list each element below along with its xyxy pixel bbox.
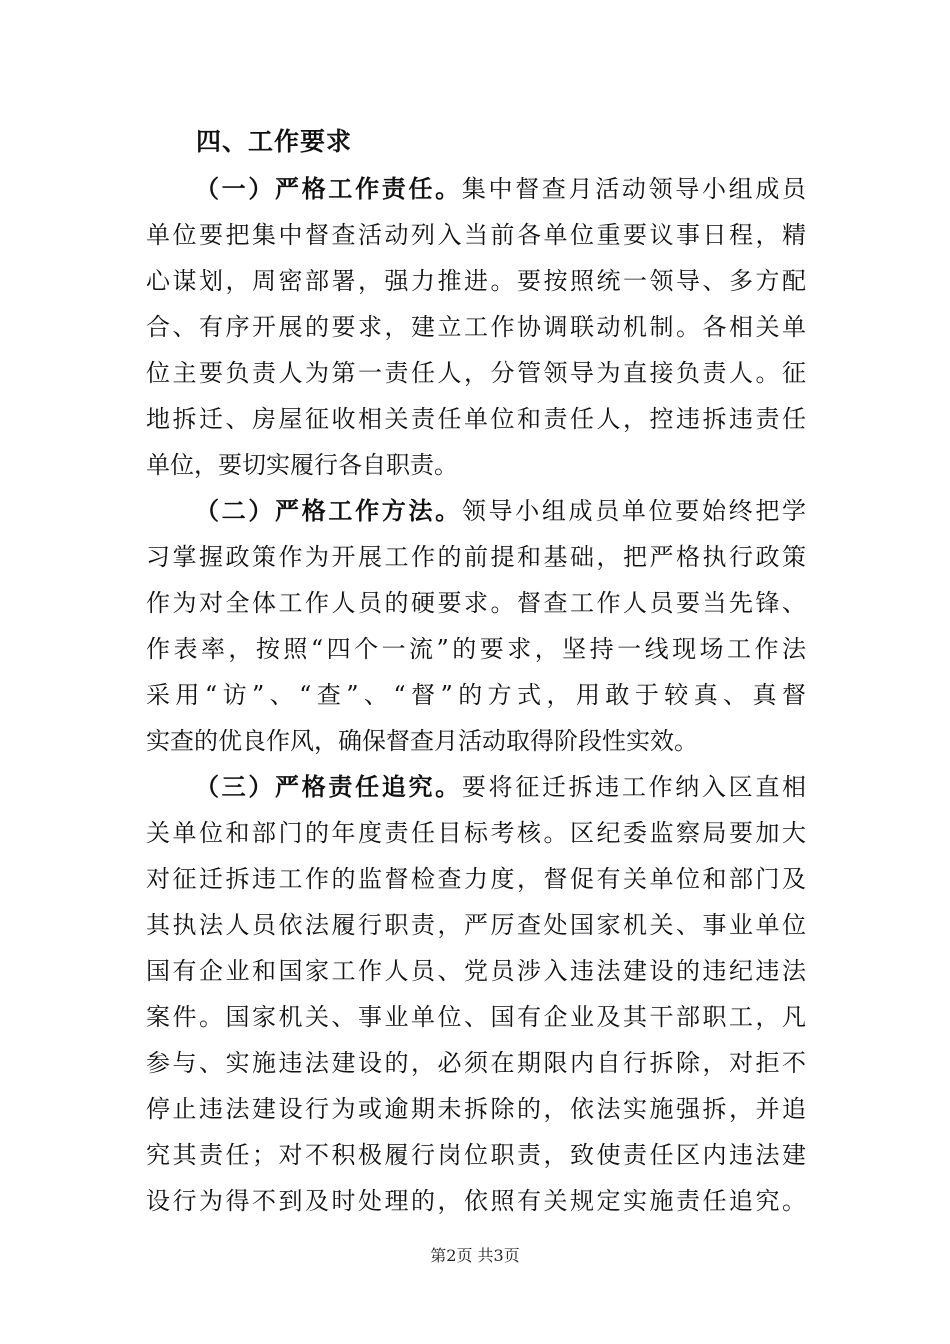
paragraph-3-line-4: 其执法人员依法履行职责，严厉查处国家机关、事业单位 — [146, 911, 806, 939]
paragraph-1-line-5: 位主要负责人为第一责任人，分管领导为直接负责人。征 — [146, 359, 806, 387]
paragraph-3-line-10: 设行为得不到及时处理的，依照有关规定实施责任追究。 — [146, 1187, 806, 1215]
paragraph-3-text: 要将征迁拆违工作纳入区直相 — [461, 773, 807, 801]
paragraph-1-lead: （一）严格工作责任。 — [195, 175, 462, 203]
paragraph-1-line-3: 心谋划，周密部署，强力推进。要按照统一领导、多方配 — [146, 267, 806, 295]
paragraph-3-line-8: 停止违法建设行为或逾期未拆除的，依法实施强拆，并追 — [146, 1095, 806, 1123]
paragraph-3-lead: （三）严格责任追究。 — [195, 773, 462, 801]
paragraph-3-line-9: 究其责任；对不积极履行岗位职责，致使责任区内违法建 — [146, 1141, 806, 1169]
paragraph-3-line-3: 对征迁拆违工作的监督检查力度，督促有关单位和部门及 — [146, 865, 806, 893]
paragraph-1-line-2: 单位要把集中督查活动列入当前各单位重要议事日程，精 — [146, 221, 806, 249]
paragraph-2-line-2: 习掌握政策作为开展工作的前提和基础，把严格执行政策 — [146, 543, 806, 571]
paragraph-3-line-7: 参与、实施违法建设的，必须在期限内自行拆除，对拒不 — [146, 1049, 806, 1077]
paragraph-3-line-1 — [195, 764, 806, 810]
paragraph-2-lead: （二）严格工作方法。 — [195, 497, 462, 525]
paragraph-2-line-4: 作表率，按照“四个一流”的要求，坚持一线现场工作法 — [146, 635, 806, 663]
paragraph-2-text: 领导小组成员单位要始终把学 — [461, 497, 807, 525]
paragraph-3-line-2: 关单位和部门的年度责任目标考核。区纪委监察局要加大 — [146, 819, 806, 847]
paragraph-3-line-5: 国有企业和国家工作人员、党员涉入违法建设的违纪违法 — [146, 957, 806, 985]
paragraph-3-line-6: 案件。国家机关、事业单位、国有企业及其干部职工，凡 — [146, 1003, 806, 1031]
page-footer: 第2页 共3页 — [430, 1246, 520, 1265]
paragraph-2-line-1 — [195, 488, 806, 534]
paragraph-2-line-6: 实查的优良作风，确保督查月活动取得阶段性实效。 — [146, 727, 698, 755]
paragraph-1-text: 集中督查月活动领导小组成员 — [461, 175, 807, 203]
paragraph-1-line-4: 合、有序开展的要求，建立工作协调联动机制。各相关单 — [146, 313, 806, 341]
paragraph-2-line-5: 采用“访”、“查”、“督”的方式，用敢于较真、真督 — [146, 681, 806, 709]
paragraph-2-line-3: 作为对全体工作人员的硬要求。督查工作人员要当先锋、 — [146, 589, 806, 617]
paragraph-1-line-1 — [195, 166, 806, 212]
paragraph-1-line-6: 地拆迁、房屋征收相关责任单位和责任人，控违拆违责任 — [146, 405, 806, 433]
paragraph-1-line-7: 单位，要切实履行各自职责。 — [146, 451, 458, 479]
section-heading: 四、工作要求 — [196, 127, 353, 156]
